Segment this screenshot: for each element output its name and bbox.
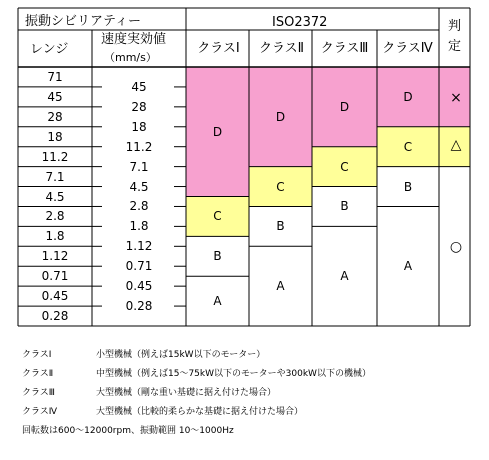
header-class-2: クラスⅡ <box>258 41 304 56</box>
header-range-col: レンジ <box>30 42 69 57</box>
velocity-label: 0.45 <box>125 279 153 294</box>
grade-class3-b: B <box>340 199 349 214</box>
note-label-class-2: クラスⅡ <box>22 369 54 379</box>
header-standard: ISO2372 <box>272 15 328 30</box>
range-label: 0.71 <box>41 269 69 284</box>
header-class-3: クラスⅢ <box>320 41 369 56</box>
judgement-bad: × <box>450 90 462 106</box>
header-class-1: クラスⅠ <box>197 41 240 56</box>
header-velocity-unit: （mm/s） <box>104 51 157 64</box>
grade-class2-c: C <box>276 179 285 194</box>
range-label: 1.12 <box>41 249 69 264</box>
header-class-4: クラスⅣ <box>382 41 433 56</box>
judgement-caution: △ <box>450 137 462 153</box>
grade-class3-c: C <box>340 159 349 174</box>
velocity-label: 11.2 <box>125 139 153 154</box>
range-label: 0.45 <box>41 289 69 304</box>
grade-class4-b: B <box>403 179 413 194</box>
grade-class4-d: D <box>403 89 413 104</box>
velocity-label: 18 <box>131 119 147 134</box>
velocity-label: 0.71 <box>125 259 153 274</box>
note-label-class-4: クラスⅣ <box>22 407 58 417</box>
range-label: 18 <box>47 129 63 144</box>
range-label: 0.28 <box>41 309 69 324</box>
note-label-class-1: クラスⅠ <box>22 350 52 360</box>
grade-class1-c: C <box>213 209 222 224</box>
grade-class2-b: B <box>276 219 285 234</box>
note-label-class-3: クラスⅢ <box>22 388 55 398</box>
range-label: 4.5 <box>45 189 65 204</box>
range-label: 45 <box>47 89 63 104</box>
range-label: 1.8 <box>45 229 65 244</box>
range-label: 11.2 <box>41 149 69 164</box>
header-judgement-2: 定 <box>448 39 462 54</box>
velocity-label: 1.12 <box>125 239 153 254</box>
grade-class4-c: C <box>403 139 413 154</box>
note-text-class-3: 大型機械（剛な重い基礎に据え付けた場合） <box>96 388 277 398</box>
velocity-label: 2.8 <box>129 199 149 214</box>
range-label: 28 <box>47 109 63 124</box>
grade-class1-a: A <box>213 294 222 309</box>
range-label: 2.8 <box>45 209 65 224</box>
header-velocity-col: 速度実効値 <box>101 32 167 47</box>
velocity-label: 7.1 <box>129 159 149 174</box>
range-label: 7.1 <box>45 169 65 184</box>
velocity-label: 4.5 <box>129 179 149 194</box>
grade-class3-d: D <box>339 99 350 114</box>
note-text-class-4: 大型機械（比較的柔らかな基礎に据え付けた場合） <box>96 407 304 417</box>
footer-note: 回転数は600～12000rpm、振動範囲 10～1000Hz <box>22 426 234 436</box>
velocity-label: 28 <box>131 99 147 114</box>
grade-class3-a: A <box>340 269 349 284</box>
velocity-label: 45 <box>131 79 147 94</box>
judgement-good: ○ <box>449 239 463 255</box>
velocity-label: 1.8 <box>129 219 149 234</box>
grade-class1-d: D <box>212 124 223 139</box>
note-text-class-2: 中型機械（例えば15～75kW以下のモーターや300kW以下の機械） <box>96 369 371 379</box>
note-text-class-1: 小型機械（例えば15kW以下のモーター） <box>96 350 266 360</box>
range-label: 71 <box>47 69 63 84</box>
grade-class2-d: D <box>275 109 286 124</box>
velocity-label: 0.28 <box>125 299 153 314</box>
header-judgement-1: 判 <box>448 19 462 34</box>
grade-class1-b: B <box>213 249 222 264</box>
grade-class4-a: A <box>403 259 413 274</box>
header-range-group: 振動シビリアティー <box>25 14 141 29</box>
grade-class2-a: A <box>276 279 285 294</box>
